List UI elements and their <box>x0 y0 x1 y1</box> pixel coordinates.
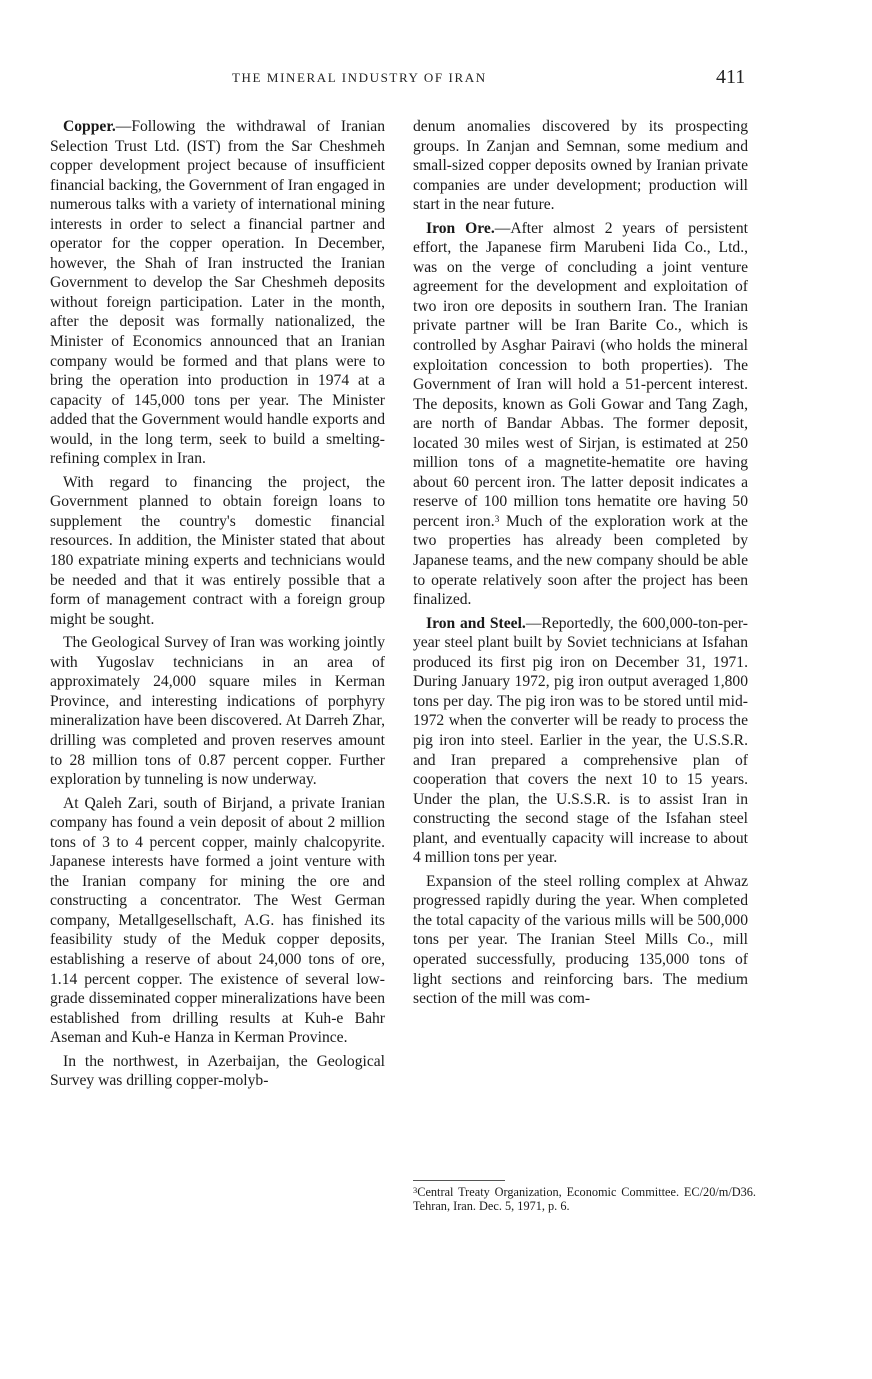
azerbaijan-paragraph: In the northwest, in Azerbaijan, the Geological Survey was drilling copper-molyb- <box>50 1052 385 1090</box>
geological-survey-paragraph: The Geological Survey of Iran was working jointly with Yugoslav technicians in an area of approximately 24,000 square miles in Kerman Province, and interesting indications of porphyry mineralization have been discovered. At Darreh Zhar, drilling was completed and proven reserves amount to 28 million tons of 0.87 percent copper. Further exploration by tunneling is now underway. <box>50 634 385 789</box>
footnote-mark: 3 <box>413 1185 418 1195</box>
copper-text: —Following the withdrawal of Iranian Selection Trust Ltd. (IST) from the Sar Cheshmeh copper development project because of insufficient financial backing, the Government of Iran engaged in numerous talks with a variety of international mining interests in order to select a financial partner and operator for the copper operation. In December, however, the Shah of Iran instructed the Iranian Government to develop the Sar Cheshmeh deposits without foreign participation. Later in the month, after the deposit was formally nationalized, the Minister of Economics announced that an Iranian company would be formed and that plans were to bring the operation into production in 1974 at a capacity of 145,000 tons per year. The Minister added that the Government would handle exports and would, in the long term, seek to build a smelting-refining complex in Iran. <box>50 118 385 468</box>
page-number: 411 <box>716 66 746 88</box>
financing-paragraph: With regard to financing the project, the Government planned to obtain foreign loans to supplement the country's domestic financial resources. In addition, the Minister stated that about 180 expatriate mining experts and technicians would be needed and that it was entirely possible that a form of management contract with a foreign group might be sought. <box>50 473 385 628</box>
iron-ore-heading: Iron Ore. <box>426 219 495 237</box>
running-head: THE MINERAL INDUSTRY OF IRAN <box>232 70 487 85</box>
left-column <box>50 117 385 1095</box>
footnote <box>413 1186 756 1214</box>
molybdenum-continuation-paragraph: denum anomalies discovered by its prospecting groups. In Zanjan and Semnan, some medium and small-sized copper deposits owned by Iranian private companies are under development; production will start in the near future. <box>413 118 748 214</box>
copper-paragraph <box>50 117 385 469</box>
qaleh-zari-paragraph: At Qaleh Zari, south of Birjand, a private Iranian company has found a vein deposit of about 2 million tons of 3 to 4 percent copper, mainly chalcopyrite. Japanese interests have formed a joint venture with the Iranian company for mining the ore and constructing a concentrator. The West German company, Metallgesellschaft, A.G. has finished its feasibility study of the Meduk copper deposits, establishing a reserve of about 24,000 tons of ore, 1.14 percent copper. The existence of several low-grade disseminated copper mineralizations have been established from drilling results at Kuh-e Bahr Aseman and Kuh-e Hanza in Kerman Province. <box>50 794 385 1047</box>
footnote-reference: 3 <box>494 514 500 525</box>
footnote-divider <box>413 1180 505 1181</box>
iron-ore-text-b: Much of the exploration work at the two properties has already been completed by Japanese teams, and the new company should be able to operate relatively soon after the project has been finalized. <box>413 512 748 609</box>
iron-steel-paragraph <box>413 614 748 868</box>
iron-steel-heading: Iron and Steel. <box>426 614 526 632</box>
iron-ore-text-a: —After almost 2 years of persistent effort, the Japanese firm Marubeni Iida Co., Ltd., was on the verge of concluding a joint venture agreement for the development and exploitation of two iron ore deposits in southern Iran. The Iranian private partner will be Iran Barite Co., which is controlled by Asghar Pairavi (who holds the mineral exploitation concession to both properties). The Government of Iran will hold a 51-percent interest. The deposits, known as Goli Gowar and Tang Zagh, are north of Bandar Abbas. The former deposit, located 30 miles west of Sirjan, is estimated at 250 million tons of a magnetite-hematite ore having about 60 percent iron. The latter deposit indicates a reserve of 100 million tons hematite ore having 50 percent iron. <box>413 219 748 530</box>
ahwaz-paragraph: Expansion of the steel rolling complex at Ahwaz progressed rapidly during the year. When completed the total capacity of the various mills will be 500,000 tons per year. The Iranian Steel Mills Co., mill operated successfully, producing 135,000 tons of light sections and reinforcing bars. The medium section of the mill was com- <box>413 872 748 1008</box>
right-column <box>413 117 748 1013</box>
iron-ore-paragraph <box>413 219 748 610</box>
iron-steel-text: —Reportedly, the 600,000-ton-per-year steel plant built by Soviet technicians at Isfahan produced its first pig iron on December 31, 1971. During January 1972, pig iron output averaged 1,800 tons per day. The pig iron was to be stored until mid-1972 when the converter will be ready to process the pig iron into steel. Earlier in the year, the U.S.S.R. and Iran prepared a comprehensive plan of cooperation that covers the next 10 to 15 years. Under the plan, the U.S.S.R. is to assist Iran in constructing the second stage of the Isfahan steel plant, and eventually capacity will increase to about 4 million tons per year. <box>413 614 748 867</box>
copper-heading: Copper. <box>63 118 116 135</box>
footnote-text: Central Treaty Organization, Economic Committee. EC/20/m/D36. Tehran, Iran. Dec. 5, 1971, p. 6. <box>413 1185 756 1213</box>
